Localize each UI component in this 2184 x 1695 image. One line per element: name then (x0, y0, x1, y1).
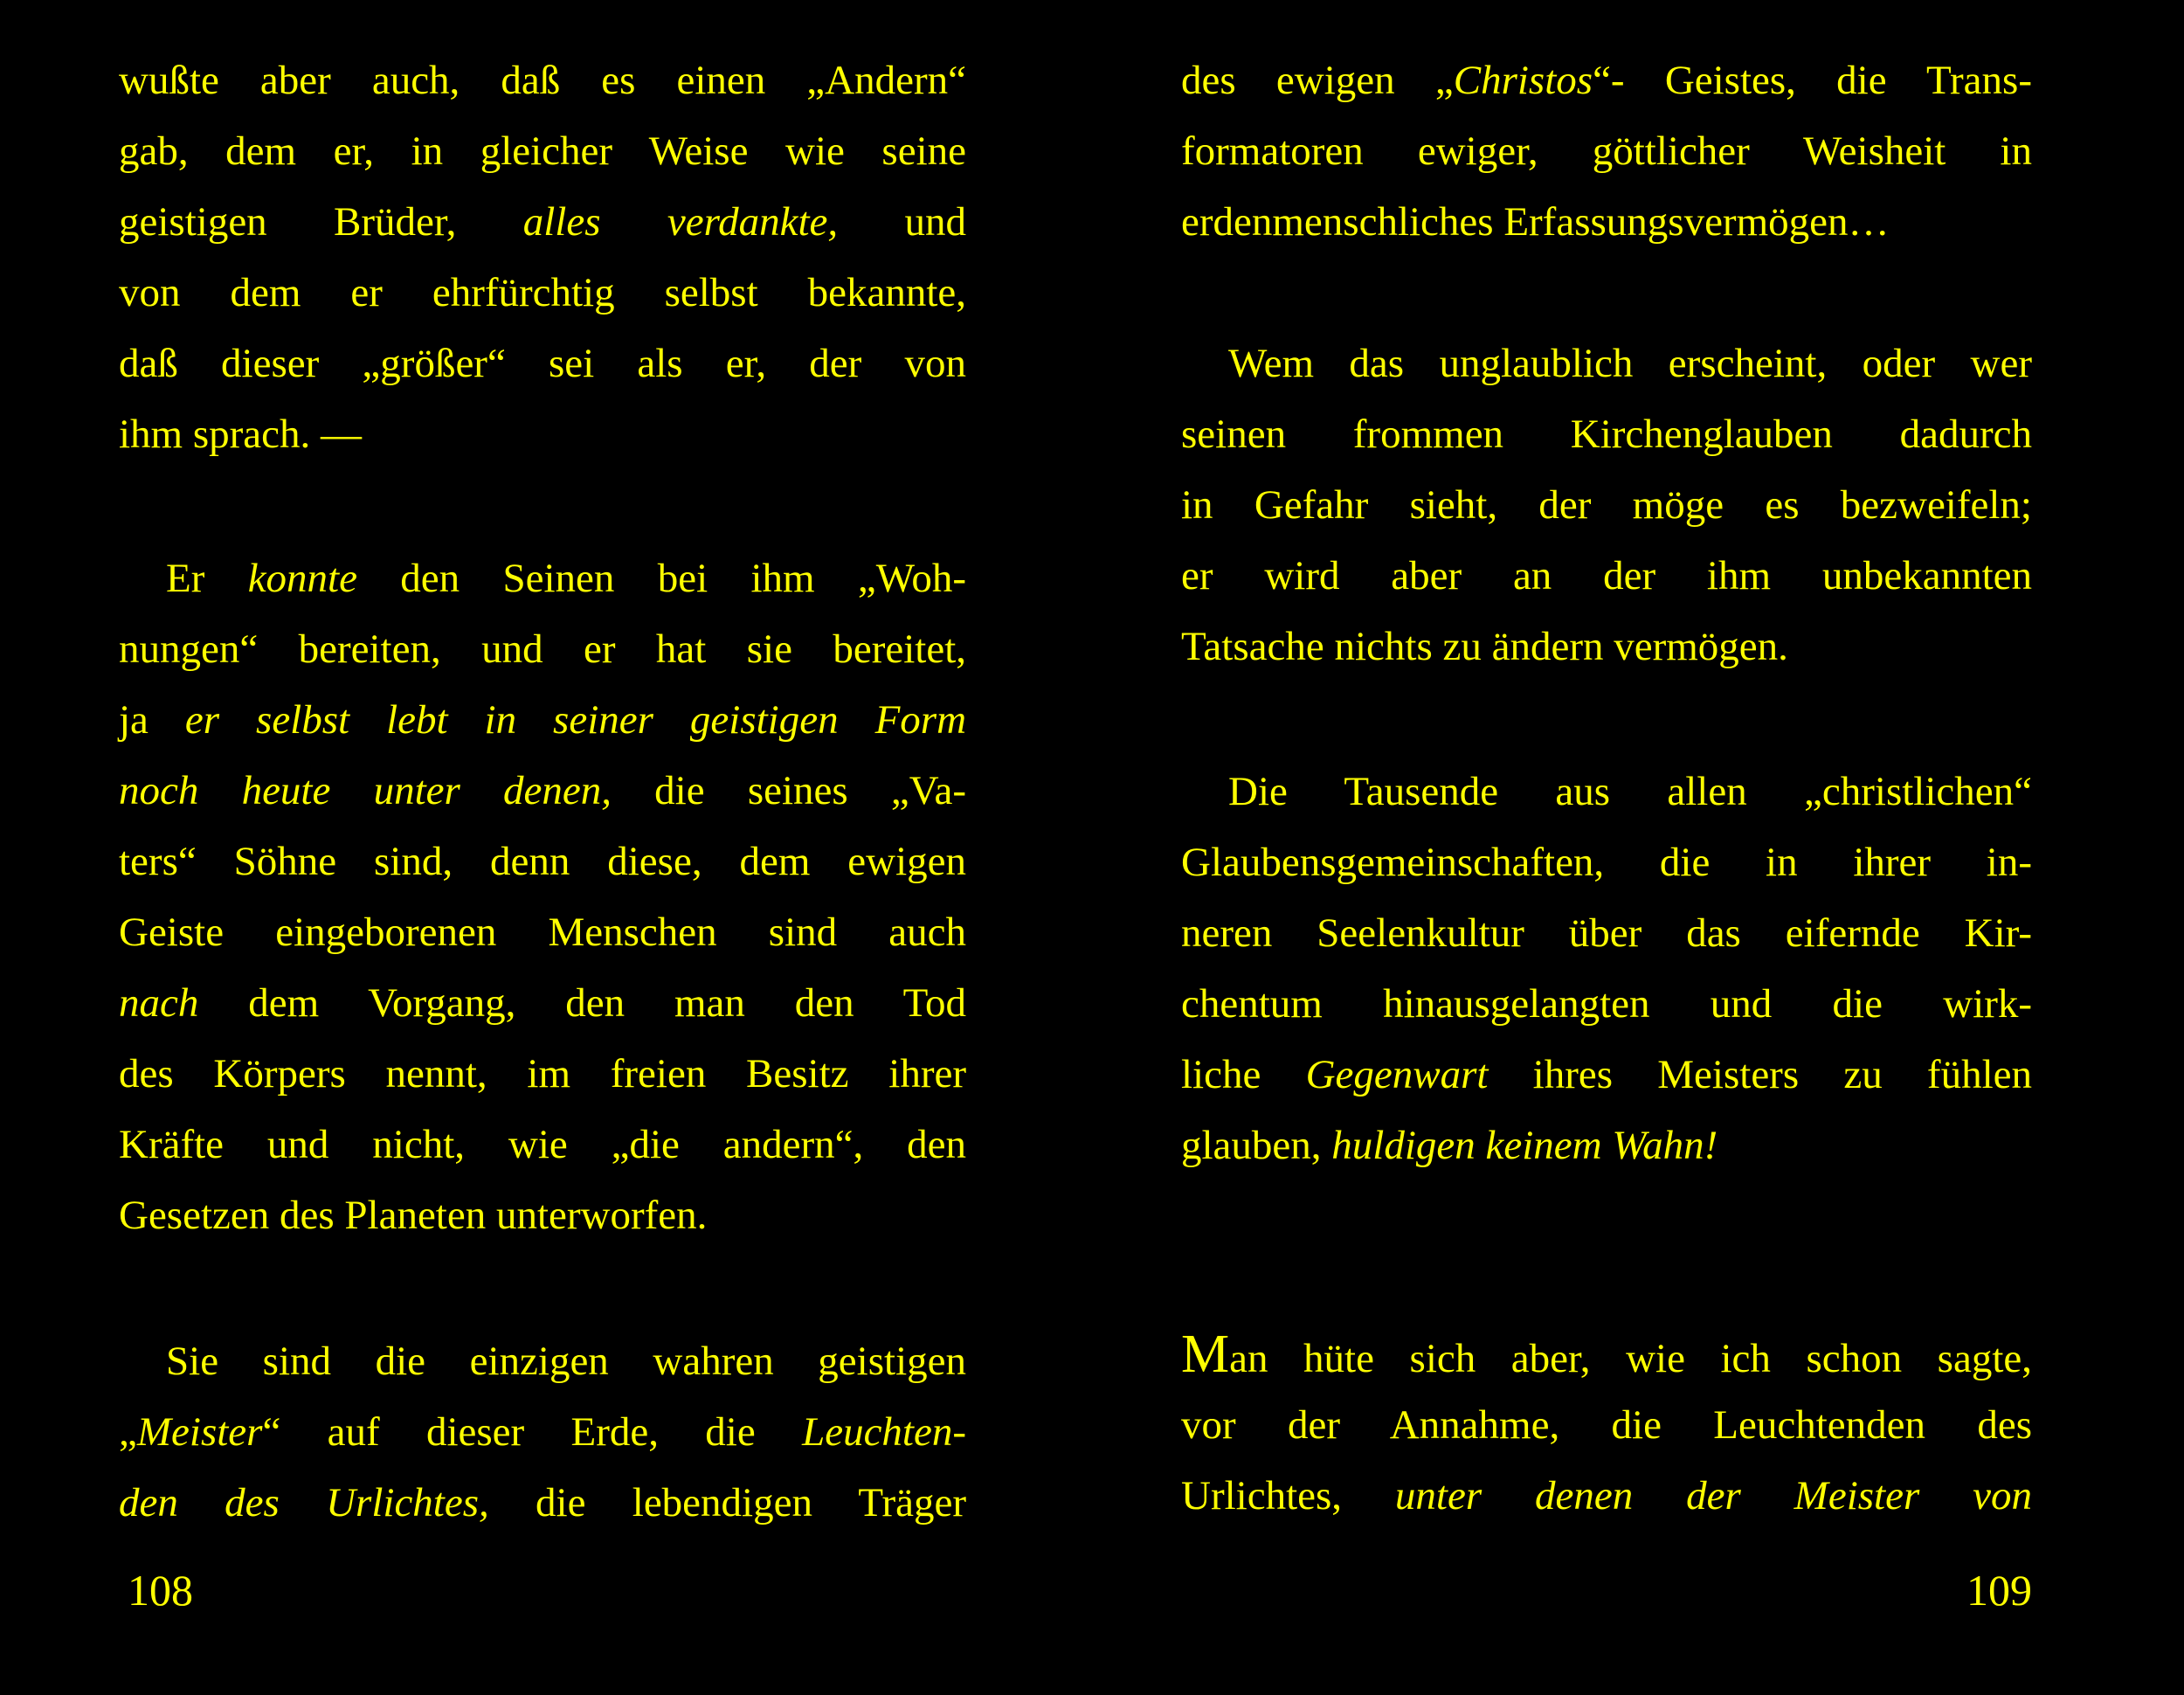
italic-text: huldigen keinem Wahn! (1331, 1123, 1718, 1168)
text-line (119, 1180, 966, 1250)
text-line (1181, 827, 2032, 897)
text-segment: daß dieser „größer“ sei als er, der von (119, 341, 966, 386)
text-segment: des ewigen „ (1181, 58, 1454, 103)
text-line (1181, 969, 2032, 1039)
text-line (119, 187, 966, 257)
text-line (119, 1039, 966, 1109)
text-segment: dem Vorgang, den man den Tod (198, 980, 966, 1026)
text-line (119, 258, 966, 328)
text-segment: Urlichtes, (1181, 1473, 1395, 1519)
text-line (1181, 612, 2032, 681)
text-segment: wußte aber auch, daß es einen „Andern“ (119, 58, 966, 103)
text-segment: nungen“ bereiten, und er hat sie bereitet, (119, 626, 966, 672)
text-segment: Gesetzen des Planeten unterworfen. (119, 1193, 708, 1238)
text-line (119, 329, 966, 398)
text-line (1181, 399, 2032, 469)
text-line (1181, 541, 2032, 611)
text-segment: Tatsache nichts zu ändern vermögen. (1181, 624, 1788, 669)
text-line (119, 614, 966, 684)
text-segment: formatoren ewiger, göttlicher Weisheit in (1181, 128, 2032, 174)
text-line (119, 1397, 966, 1467)
text-segment: er wird aber an der ihm unbekannten (1181, 553, 2032, 598)
text-line (1181, 1040, 2032, 1110)
text-segment: geistigen Brüder, (119, 199, 523, 245)
text-line (119, 45, 966, 115)
left-page (119, 0, 966, 1695)
drop-cap: M (1181, 1325, 1230, 1384)
text-line (119, 685, 966, 755)
text-segment: liche (1181, 1052, 1306, 1097)
text-line (1181, 116, 2032, 186)
text-segment: Kräfte und nicht, wie „die andern“, den (119, 1122, 966, 1167)
text-segment: und (838, 199, 966, 245)
text-segment: von dem er ehrfürchtig selbst bekannte, (119, 270, 966, 315)
text-segment: an hüte sich aber, wie ich schon sagte, (1229, 1336, 2032, 1381)
text-line (119, 756, 966, 826)
text-line (1181, 470, 2032, 540)
text-segment: seinen frommen Kirchenglauben dadurch (1181, 412, 2032, 457)
text-line (1181, 329, 2032, 398)
text-line (119, 1468, 966, 1538)
text-segment: ihres Meisters zu fühlen (1488, 1052, 2033, 1097)
text-line (1181, 45, 2032, 115)
text-line (119, 543, 966, 613)
text-segment: Sie sind die einzigen wahren geistigen (166, 1339, 966, 1384)
text-segment: ja (119, 697, 185, 743)
italic-text: noch heute unter denen, (119, 768, 612, 813)
text-segment: Wem das unglaublich erscheint, oder wer (1228, 341, 2032, 386)
page-number: 109 (1966, 1566, 2032, 1615)
page-number: 108 (128, 1566, 193, 1615)
text-line (119, 399, 966, 469)
text-line (119, 968, 966, 1038)
right-page (1181, 0, 2032, 1695)
text-line (119, 897, 966, 967)
text-segment: in Gefahr sieht, der möge es bezweifeln; (1181, 482, 2032, 528)
italic-text: konnte (247, 556, 357, 601)
italic-text: nach (119, 980, 199, 1026)
text-line (1181, 187, 2032, 257)
text-segment: Er (166, 556, 248, 601)
text-line (1181, 757, 2032, 827)
text-segment: neren Seelenkultur über das eifernde Kir- (1181, 910, 2032, 956)
text-segment: vor der Annahme, die Leuchtenden des (1181, 1402, 2032, 1448)
italic-text: Leuchten- (802, 1409, 966, 1455)
italic-text: er selbst lebt in seiner geistigen Form (184, 697, 967, 743)
text-line (119, 827, 966, 896)
text-segment: glauben, (1181, 1123, 1332, 1168)
text-segment: gab, dem er, in gleicher Weise wie seine (119, 128, 966, 174)
text-line (119, 1326, 966, 1396)
text-line (1181, 1319, 2032, 1389)
text-segment: „ (119, 1409, 137, 1455)
text-segment: die seines „Va- (611, 768, 966, 813)
text-segment: des Körpers nennt, im freien Besitz ihrer (119, 1051, 966, 1097)
italic-text: Meister (136, 1409, 263, 1455)
italic-text: Christos (1453, 58, 1593, 103)
text-segment: “- Geistes, die Trans- (1593, 58, 2032, 103)
italic-text: unter denen der Meister von (1394, 1473, 2032, 1519)
text-line (119, 116, 966, 186)
italic-text: Gegenwart (1305, 1052, 1489, 1097)
text-segment: ters“ Söhne sind, denn diese, dem ewigen (119, 839, 966, 884)
text-line (119, 1110, 966, 1180)
text-line (1181, 1110, 2032, 1180)
text-segment: ihm sprach. — (119, 412, 363, 457)
text-segment: chentum hinausgelangten und die wirk- (1181, 981, 2032, 1027)
text-segment: erdenmenschliches Erfassungsvermögen… (1181, 199, 1890, 245)
text-line (1181, 1390, 2032, 1460)
text-segment: Die Tausende aus allen „christlichen“ (1228, 769, 2032, 814)
text-segment: Glaubensgemeinschaften, die in ihrer in- (1181, 840, 2032, 885)
text-segment: Geiste eingeborenen Menschen sind auch (119, 910, 966, 955)
text-segment: den Seinen bei ihm „Woh- (356, 556, 966, 601)
text-segment: die lebendigen Träger (488, 1480, 966, 1526)
text-line (1181, 1461, 2032, 1531)
italic-text: alles verdankte, (522, 199, 839, 245)
italic-text: den des Urlichtes, (119, 1480, 489, 1526)
text-line (1181, 898, 2032, 968)
text-segment: “ auf dieser Erde, die (262, 1409, 803, 1455)
